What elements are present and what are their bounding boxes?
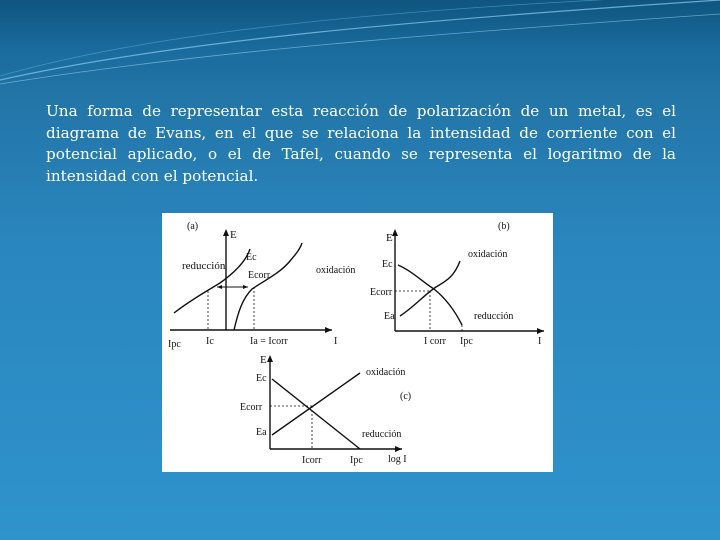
panel-a-ic-tick: Ic: [206, 336, 214, 347]
panel-c-icorr-tick: Icorr: [302, 455, 322, 466]
panel-b-x-axis-label: I: [538, 336, 542, 347]
panel-c-ea-label: Ea: [256, 427, 267, 438]
panel-c-oxidacion-label: oxidación: [366, 367, 406, 378]
diagram-svg: [162, 213, 553, 472]
panel-a-y-axis-label: E: [230, 229, 237, 241]
panel-a-ec-label: Ec: [246, 252, 257, 263]
panel-c-ecorr-label: Ecorr: [240, 402, 263, 413]
panel-a: [168, 221, 355, 350]
panel-a-x-axis-label: I: [334, 336, 338, 347]
panel-a-oxidacion-label: oxidación: [316, 265, 356, 276]
panel-a-ipc-tick: Ipc: [168, 339, 181, 350]
panel-b-ecorr-label: Ecorr: [370, 287, 393, 298]
panel-b-ipc-tick: Ipc: [460, 336, 473, 347]
body-paragraph: Una forma de representar esta reacción de polarización de un metal, es el diagrama de Evans, en el que se relaciona la intensidad de corriente con el potencial aplicado, o el de Tafel, cuando se representa el logaritmo de la intensidad con el potencial.: [46, 102, 676, 185]
panel-b-reduccion-label: reducción: [474, 311, 514, 322]
panel-a-tag: (a): [187, 221, 199, 232]
panel-b-icorr-tick: I corr: [424, 336, 446, 347]
panel-c-ipc-tick: Ipc: [350, 455, 363, 466]
panel-c-reduccion-label: reducción: [362, 429, 402, 440]
panel-b-tag: (b): [498, 221, 510, 232]
panel-b-oxidacion-label: oxidación: [468, 249, 508, 260]
panel-c-tag: (c): [400, 391, 412, 402]
panel-b-ea-label: Ea: [384, 311, 395, 322]
panel-b-ec-label: Ec: [382, 259, 393, 270]
panel-c: [240, 354, 411, 466]
panel-c-y-axis-label: E: [260, 354, 267, 366]
header-wave-decoration: [0, 0, 720, 90]
panel-b-y-axis-label: E: [386, 232, 393, 244]
panel-c-ec-label: Ec: [256, 373, 267, 384]
panel-a-reduccion-label: reducción: [182, 260, 226, 272]
panel-b: [370, 221, 544, 347]
panel-a-ia-icorr-tick: Ia = Icorr: [250, 336, 288, 347]
panel-a-ecorr-label: Ecorr: [248, 270, 271, 281]
evans-tafel-figure: [162, 213, 553, 472]
panel-c-x-axis-label: log I: [388, 454, 407, 465]
